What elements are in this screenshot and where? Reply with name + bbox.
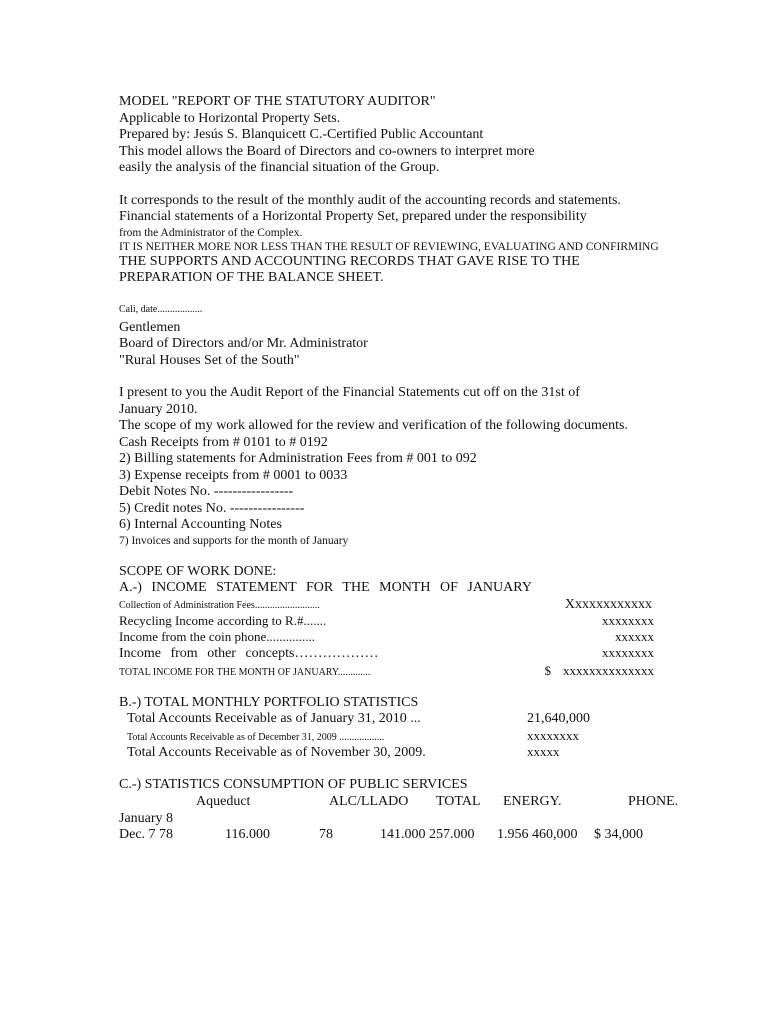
services-row xyxy=(119,827,719,844)
services-phone-value: $ 34,000 xyxy=(594,827,643,842)
intro-line-2: Prepared by: Jesús S. Blanquicett C.-Certified Public Accountant xyxy=(119,127,484,142)
income-total-value: xxxxxxxxxxxxxx xyxy=(563,662,654,678)
portfolio-value: xxxxx xyxy=(527,743,560,759)
income-row xyxy=(119,613,654,629)
column-total: TOTAL xyxy=(436,793,481,809)
income-row xyxy=(119,629,654,645)
services-aqueduct-value: 116.000 xyxy=(225,827,270,842)
income-total-label: TOTAL INCOME FOR THE MONTH OF JANUARY............. xyxy=(119,666,371,678)
letter-greeting: Gentlemen xyxy=(119,319,181,335)
column-phone: PHONE. xyxy=(628,793,679,809)
letter-group: "Rural Houses Set of the South" xyxy=(119,352,300,368)
report-body xyxy=(119,94,719,844)
portfolio-row xyxy=(119,728,657,744)
services-heading: C.-) STATISTICS CONSUMPTION OF PUBLIC SERVICES xyxy=(119,777,468,792)
income-label: Recycling Income according to R.#....... xyxy=(119,613,327,628)
portfolio-label: Total Accounts Receivable as of December 31, 2009 .................. xyxy=(127,731,385,743)
income-total-currency: $ xyxy=(544,662,551,678)
context-line-2: Financial statements of a Horizontal Property Set, prepared under the responsibility xyxy=(119,209,587,224)
services-column-headers xyxy=(119,794,719,811)
services-row-label: January 8 xyxy=(119,810,174,826)
income-row xyxy=(119,645,654,663)
intro-line-4: easily the analysis of the financial situation of the Group. xyxy=(119,160,440,175)
income-statement-heading: A.-) INCOME STATEMENT FOR THE MONTH OF JANUARY xyxy=(119,580,532,595)
services-alc-value: 78 xyxy=(319,827,333,842)
doc-item: Debit Notes No. ----------------- xyxy=(119,484,294,499)
letter-addressee: Board of Directors and/or Mr. Administrator xyxy=(119,336,368,351)
scope-done-heading: SCOPE OF WORK DONE: xyxy=(119,563,277,579)
income-label: Collection of Administration Fees.......................... xyxy=(119,599,320,611)
portfolio-row xyxy=(119,711,657,728)
portfolio-label: Total Accounts Receivable as of January 31, 2010 ... xyxy=(127,711,421,726)
column-energy: ENERGY. xyxy=(503,793,562,809)
context-line-4: IT IS NEITHER MORE NOR LESS THAN THE RESULT OF REVIEWING, EVALUATING AND CONFIRMING xyxy=(119,240,659,253)
portfolio-value: 21,640,000 xyxy=(527,711,590,726)
services-total-value: 141.000 257.000 xyxy=(380,827,475,842)
portfolio-value: xxxxxxxx xyxy=(527,727,579,743)
report-paragraph-1b: January 2010. xyxy=(119,401,198,417)
portfolio-heading: B.-) TOTAL MONTHLY PORTFOLIO STATISTICS xyxy=(119,694,419,710)
doc-item: 7) Invoices and supports for the month of January xyxy=(119,534,349,547)
report-paragraph-1a: I present to you the Audit Report of the Financial Statements cut off on the 31st of xyxy=(119,385,580,400)
portfolio-label: Total Accounts Receivable as of November 30, 2009. xyxy=(127,744,426,760)
income-label: Income from other concepts……………… xyxy=(119,646,379,661)
letter-date: Cali, date.................. xyxy=(119,303,203,315)
portfolio-row xyxy=(119,744,657,762)
intro-line-1: Applicable to Horizontal Property Sets. xyxy=(119,110,341,126)
doc-item: 3) Expense receipts from # 0001 to 0033 xyxy=(119,467,348,483)
income-total-row xyxy=(119,663,654,679)
column-aqueduct: Aqueduct xyxy=(196,793,251,809)
services-row-period: Dec. 7 78 xyxy=(119,827,174,842)
doc-item: 2) Billing statements for Administration Fees from # 001 to 092 xyxy=(119,451,477,466)
intro-line-3: This model allows the Board of Directors and co-owners to interpret more xyxy=(119,143,535,159)
context-line-6: PREPARATION OF THE BALANCE SHEET. xyxy=(119,270,384,285)
services-energy-value: 1.956 460,000 xyxy=(497,827,578,842)
income-value: xxxxxxxx xyxy=(602,613,654,628)
column-alc-llado: ALC/LLADO xyxy=(329,793,409,809)
income-row xyxy=(119,597,654,614)
doc-item: 5) Credit notes No. ---------------- xyxy=(119,500,305,516)
income-value: xxxxxxxx xyxy=(602,645,654,660)
report-title: MODEL "REPORT OF THE STATUTORY AUDITOR" xyxy=(119,94,436,109)
doc-item: Cash Receipts from # 0101 to # 0192 xyxy=(119,434,328,450)
income-value: xxxxxx xyxy=(615,629,654,644)
context-line-3: from the Administrator of the Complex. xyxy=(119,226,303,239)
scope-statement: The scope of my work allowed for the review and verification of the following documents. xyxy=(119,418,628,433)
income-value: Xxxxxxxxxxxx xyxy=(564,596,652,612)
doc-item: 6) Internal Accounting Notes xyxy=(119,517,282,532)
context-line-1: It corresponds to the result of the monthly audit of the accounting records and statements. xyxy=(119,192,621,208)
context-line-5: THE SUPPORTS AND ACCOUNTING RECORDS THAT GAVE RISE TO THE xyxy=(119,253,580,269)
income-label: Income from the coin phone............... xyxy=(119,629,316,644)
